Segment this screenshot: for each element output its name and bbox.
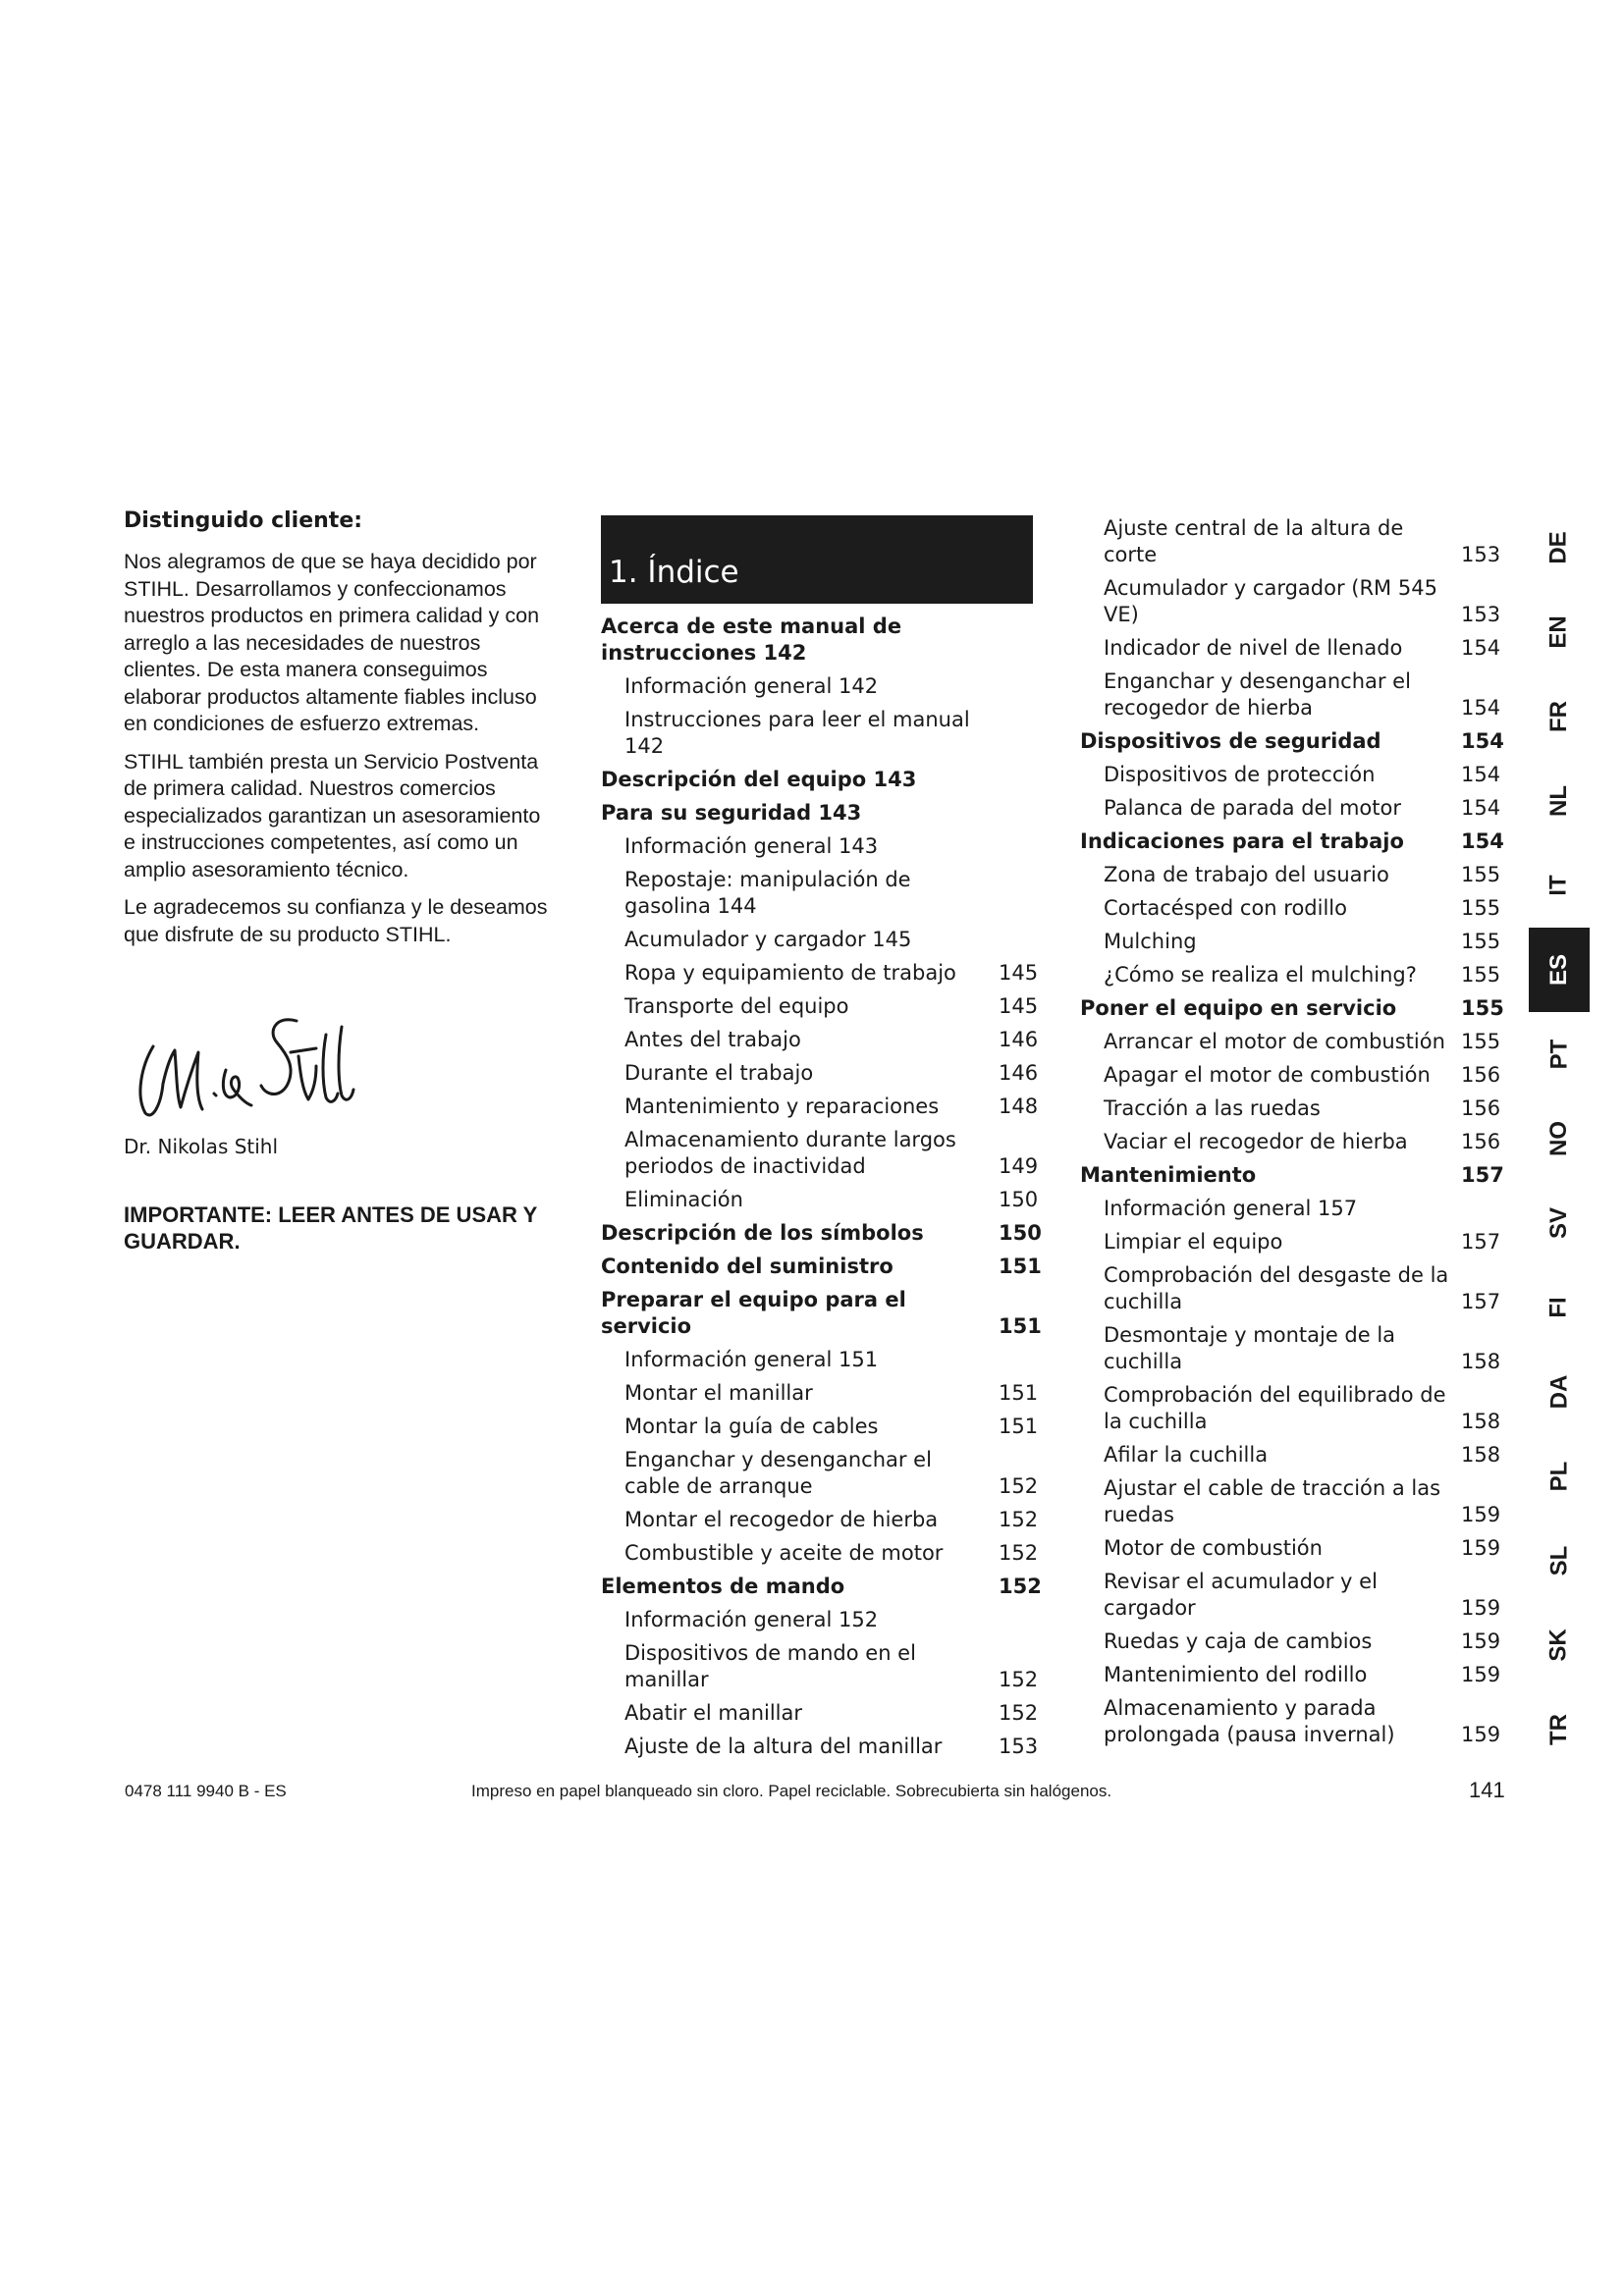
toc-entry-page: 150 bbox=[999, 1188, 1039, 1211]
toc-entry-page: 152 bbox=[999, 1575, 1042, 1598]
toc-entry-page: 149 bbox=[999, 1154, 1039, 1178]
toc-entry-title: Mulching bbox=[1104, 930, 1197, 953]
toc-entry-title: Preparar el equipo para el servicio bbox=[601, 1288, 906, 1338]
toc-entry[interactable] bbox=[601, 1700, 1038, 1727]
language-tab-label: PL bbox=[1544, 1461, 1572, 1492]
toc-entry-page: 155 bbox=[1461, 930, 1501, 953]
toc-entry[interactable] bbox=[601, 993, 1038, 1020]
toc-entry-page: 153 bbox=[1461, 603, 1501, 626]
toc-entry-page: 155 bbox=[1461, 996, 1504, 1020]
toc-entry-page: 155 bbox=[1461, 1030, 1501, 1053]
toc-entry-title: Elementos de mando bbox=[601, 1575, 845, 1598]
toc-entry-title: Información general 143 bbox=[624, 834, 879, 858]
language-tab-nl[interactable] bbox=[1529, 759, 1590, 843]
toc-entry[interactable] bbox=[1080, 1262, 1500, 1315]
toc-entry-title: Ropa y equipamiento de trabajo bbox=[624, 961, 956, 985]
toc-entry-page: 151 bbox=[999, 1255, 1042, 1278]
toc-entry[interactable] bbox=[1080, 1229, 1500, 1255]
language-tab-label: SK bbox=[1545, 1629, 1572, 1662]
toc-entry[interactable] bbox=[1080, 995, 1504, 1022]
toc-entry-title: Acerca de este manual de instrucciones 142 bbox=[601, 614, 902, 665]
language-tab-sl[interactable] bbox=[1529, 1519, 1590, 1603]
language-tab-tr[interactable] bbox=[1529, 1687, 1590, 1772]
important-notice: IMPORTANTE: LEER ANTES DE USAR Y GUARDAR. bbox=[124, 1202, 537, 1254]
toc-entry-page: 158 bbox=[1461, 1410, 1501, 1433]
signature-drawing bbox=[124, 988, 359, 1135]
toc-entry-page: 152 bbox=[999, 1668, 1039, 1691]
toc-entry[interactable] bbox=[1080, 1695, 1500, 1748]
toc-entry[interactable] bbox=[601, 673, 1038, 700]
toc-entry[interactable] bbox=[601, 1734, 1038, 1760]
language-tab-label: NL bbox=[1545, 785, 1572, 817]
toc-entry-page: 146 bbox=[999, 1061, 1039, 1085]
toc-entry[interactable] bbox=[1080, 1662, 1500, 1688]
toc-entry[interactable] bbox=[601, 800, 1038, 827]
language-tab-label: EN bbox=[1545, 615, 1572, 649]
toc-entry-page: 159 bbox=[1461, 1663, 1501, 1686]
toc-entry-title: Indicaciones para el trabajo bbox=[1080, 829, 1404, 853]
toc-entry[interactable] bbox=[601, 767, 1038, 793]
toc-list-1 bbox=[601, 614, 1042, 1760]
toc-entry[interactable] bbox=[1080, 1129, 1500, 1155]
toc-entry-title: Dispositivos de seguridad bbox=[1080, 729, 1381, 753]
toc-entry-title: Comprobación del desgaste de la cuchilla bbox=[1104, 1263, 1449, 1313]
language-tab-de[interactable] bbox=[1529, 506, 1590, 590]
toc-entry-title: Acumulador y cargador 145 bbox=[624, 928, 912, 951]
toc-entry-title: Dispositivos de mando en el manillar bbox=[624, 1641, 916, 1691]
toc-entry-title: Información general 152 bbox=[624, 1608, 879, 1631]
toc-entry-title: Ajuste central de la altura de corte bbox=[1104, 516, 1404, 566]
toc-entry-page: 156 bbox=[1461, 1063, 1501, 1087]
toc-entry[interactable] bbox=[1080, 575, 1500, 628]
toc-entry-page: 154 bbox=[1461, 763, 1501, 786]
toc-entry-title: Tracción a las ruedas bbox=[1104, 1096, 1321, 1120]
language-tab-label: FI bbox=[1544, 1297, 1572, 1318]
toc-entry-page: 145 bbox=[999, 994, 1039, 1018]
letter-column bbox=[124, 508, 556, 1255]
toc-entry-title: Afilar la cuchilla bbox=[1104, 1443, 1269, 1467]
toc-entry-page: 159 bbox=[1461, 1503, 1501, 1526]
language-tab-label: DA bbox=[1544, 1374, 1572, 1410]
toc-entry-title: Comprobación del equilibrado de la cuchilla bbox=[1104, 1383, 1446, 1433]
language-tab-fr[interactable] bbox=[1529, 674, 1590, 759]
toc-entry-title: Eliminación bbox=[624, 1188, 743, 1211]
toc-entry-page: 151 bbox=[999, 1314, 1042, 1338]
toc-entry-page: 155 bbox=[1461, 896, 1501, 920]
toc-entry-page: 152 bbox=[999, 1474, 1039, 1498]
toc-entry-page: 156 bbox=[1461, 1096, 1501, 1120]
toc-entry[interactable] bbox=[601, 1447, 1038, 1500]
toc-entry-title: Información general 157 bbox=[1104, 1197, 1358, 1220]
toc-entry[interactable] bbox=[1080, 828, 1504, 855]
language-tab-label: FR bbox=[1545, 701, 1572, 732]
toc-entry-title: Ajuste de la altura del manillar bbox=[624, 1735, 943, 1758]
greeting: Distinguido cliente: bbox=[124, 508, 363, 533]
letter-paragraph-2: STIHL también presta un Servicio Postventa de primera calidad. Nuestros comercios especializados garantizan un asesoramiento e instrucciones competentes, así como un amplio asesoramiento técnico. bbox=[124, 749, 541, 881]
toc-entry[interactable] bbox=[1080, 1382, 1500, 1435]
toc-entry[interactable] bbox=[601, 1094, 1038, 1120]
toc-entry[interactable] bbox=[601, 1540, 1038, 1567]
toc-entry[interactable] bbox=[601, 867, 1038, 920]
toc-entry-page: 154 bbox=[1461, 729, 1504, 753]
toc-entry[interactable] bbox=[601, 707, 1038, 760]
toc-entry[interactable] bbox=[1080, 762, 1500, 788]
toc-list-2 bbox=[1080, 515, 1504, 1748]
language-tab-label: IT bbox=[1544, 875, 1572, 896]
toc-entry-page: 150 bbox=[999, 1221, 1042, 1245]
toc-entry[interactable] bbox=[1080, 1535, 1500, 1562]
toc-entry-page: 157 bbox=[1461, 1163, 1504, 1187]
toc-entry-title: Información general 151 bbox=[624, 1348, 879, 1371]
language-tab-pt[interactable] bbox=[1529, 1012, 1590, 1096]
toc-entry-title: Durante el trabajo bbox=[624, 1061, 814, 1085]
toc-entry[interactable] bbox=[1080, 1629, 1500, 1655]
toc-entry-title: Arrancar el motor de combustión bbox=[1104, 1030, 1445, 1053]
toc-entry-page: 158 bbox=[1461, 1443, 1501, 1467]
toc-entry[interactable] bbox=[601, 1220, 1042, 1247]
toc-entry-title: Dispositivos de protección bbox=[1104, 763, 1376, 786]
toc-entry-title: Información general 142 bbox=[624, 674, 879, 698]
toc-entry-title: Montar el recogedor de hierba bbox=[624, 1508, 939, 1531]
letter-paragraph-3: Le agradecemos su confianza y le deseamos que disfrute de su producto STIHL. bbox=[124, 895, 548, 946]
language-tabs bbox=[1529, 506, 1590, 1772]
toc-entry-page: 157 bbox=[1461, 1230, 1501, 1254]
toc-entry-page: 153 bbox=[1461, 543, 1501, 566]
toc-column-2 bbox=[1080, 515, 1504, 1755]
toc-entry[interactable] bbox=[1080, 1062, 1500, 1089]
toc-entry-title: Descripción del equipo 143 bbox=[601, 768, 917, 791]
toc-entry-title: Montar el manillar bbox=[624, 1381, 813, 1405]
toc-entry-title: Descripción de los símbolos bbox=[601, 1221, 924, 1245]
toc-entry-page: 148 bbox=[999, 1095, 1039, 1118]
language-tab-en[interactable] bbox=[1529, 590, 1590, 674]
language-tab-label: PT bbox=[1544, 1039, 1572, 1070]
toc-entry-page: 152 bbox=[999, 1701, 1039, 1725]
toc-entry[interactable] bbox=[601, 1574, 1042, 1600]
toc-entry[interactable] bbox=[601, 1187, 1038, 1213]
toc-entry[interactable] bbox=[601, 1507, 1038, 1533]
document-code: 0478 111 9940 B - ES bbox=[125, 1782, 287, 1800]
language-tab-sk[interactable] bbox=[1529, 1603, 1590, 1687]
toc-entry-page: 152 bbox=[999, 1541, 1039, 1565]
toc-column-1 bbox=[601, 515, 1042, 1767]
toc-entry[interactable] bbox=[601, 927, 1038, 953]
toc-entry-title: Mantenimiento bbox=[1080, 1163, 1257, 1187]
handwritten-signature bbox=[124, 988, 556, 1135]
toc-entry[interactable] bbox=[601, 1027, 1038, 1053]
toc-entry[interactable] bbox=[1080, 929, 1500, 955]
toc-entry-page: 154 bbox=[1461, 696, 1501, 720]
language-tab-it[interactable] bbox=[1529, 843, 1590, 928]
toc-entry[interactable] bbox=[601, 833, 1038, 860]
language-tab-label: SL bbox=[1544, 1545, 1572, 1576]
toc-entry-title: Ajustar el cable de tracción a las ruedas bbox=[1104, 1476, 1441, 1526]
toc-entry-title: Mantenimiento y reparaciones bbox=[624, 1095, 940, 1118]
toc-entry[interactable] bbox=[1080, 728, 1504, 755]
toc-entry[interactable] bbox=[601, 1640, 1038, 1693]
language-tab-no[interactable] bbox=[1529, 1096, 1590, 1181]
toc-entry-title: Combustible y aceite de motor bbox=[624, 1541, 944, 1565]
language-tab-da[interactable] bbox=[1529, 1350, 1590, 1434]
toc-entry[interactable] bbox=[1080, 1095, 1500, 1122]
toc-entry[interactable] bbox=[1080, 1475, 1500, 1528]
toc-entry-title: Indicador de nivel de llenado bbox=[1104, 636, 1403, 660]
toc-entry[interactable] bbox=[1080, 1196, 1500, 1222]
toc-entry[interactable] bbox=[1080, 895, 1500, 922]
language-tab-label: NO bbox=[1545, 1121, 1572, 1156]
language-tab-fi[interactable] bbox=[1529, 1265, 1590, 1350]
toc-entry-title: Apagar el motor de combustión bbox=[1104, 1063, 1431, 1087]
toc-entry-title: Desmontaje y montaje de la cuchilla bbox=[1104, 1323, 1396, 1373]
toc-entry-page: 154 bbox=[1461, 796, 1501, 820]
toc-entry-page: 153 bbox=[999, 1735, 1039, 1758]
toc-entry[interactable] bbox=[601, 1414, 1038, 1440]
toc-entry[interactable] bbox=[601, 614, 1038, 667]
toc-entry-title: Zona de trabajo del usuario bbox=[1104, 863, 1389, 886]
toc-entry-title: Almacenamiento durante largos periodos de inactividad bbox=[624, 1128, 956, 1178]
toc-entry[interactable] bbox=[601, 1607, 1038, 1633]
toc-entry[interactable] bbox=[601, 1127, 1038, 1180]
toc-entry-page: 152 bbox=[999, 1508, 1039, 1531]
signer-name: Dr. Nikolas Stihl bbox=[124, 1135, 279, 1158]
toc-entry-title: Mantenimiento del rodillo bbox=[1104, 1663, 1368, 1686]
toc-entry[interactable] bbox=[601, 960, 1038, 987]
toc-entry[interactable] bbox=[1080, 668, 1500, 721]
toc-entry-page: 159 bbox=[1461, 1536, 1501, 1560]
toc-entry[interactable] bbox=[1080, 1569, 1500, 1622]
toc-entry-page: 146 bbox=[999, 1028, 1039, 1051]
toc-entry-title: Enganchar y desenganchar el recogedor de hierba bbox=[1104, 669, 1411, 720]
toc-entry-page: 159 bbox=[1461, 1596, 1501, 1620]
toc-entry-title: Instrucciones para leer el manual 142 bbox=[624, 708, 970, 758]
toc-entry-title: Repostaje: manipulación de gasolina 144 bbox=[624, 868, 911, 918]
toc-entry[interactable] bbox=[1080, 1322, 1500, 1375]
toc-entry-page: 151 bbox=[999, 1415, 1039, 1438]
toc-entry-title: Enganchar y desenganchar el cable de arranque bbox=[624, 1448, 932, 1498]
toc-entry-title: Cortacésped con rodillo bbox=[1104, 896, 1347, 920]
toc-entry[interactable] bbox=[601, 1380, 1038, 1407]
language-tab-pl[interactable] bbox=[1529, 1434, 1590, 1519]
toc-entry-page: 159 bbox=[1461, 1723, 1501, 1746]
toc-entry-page: 155 bbox=[1461, 963, 1501, 987]
toc-entry[interactable] bbox=[601, 1347, 1038, 1373]
toc-title: 1. Índice bbox=[601, 515, 1033, 604]
toc-entry[interactable] bbox=[1080, 515, 1500, 568]
toc-entry-title: Para su seguridad 143 bbox=[601, 801, 862, 825]
language-tab-label: SV bbox=[1544, 1206, 1572, 1240]
language-tab-sv[interactable] bbox=[1529, 1181, 1590, 1265]
page-number: 141 bbox=[1469, 1778, 1505, 1802]
toc-entry-title: Abatir el manillar bbox=[624, 1701, 803, 1725]
toc-entry[interactable] bbox=[1080, 1029, 1500, 1055]
toc-entry[interactable] bbox=[601, 1287, 1042, 1340]
toc-entry-page: 157 bbox=[1461, 1290, 1501, 1313]
toc-entry-title: Limpiar el equipo bbox=[1104, 1230, 1283, 1254]
letter-paragraph-1: Nos alegramos de que se haya decidido por STIHL. Desarrollamos y confeccionamos nuestros productos en primera calidad y con arreglo a las necesidades de nuestros clientes. De esta manera conseguimos elaborar productos altamente fiables incluso en condiciones de esfuerzo extremas. bbox=[124, 550, 540, 735]
toc-entry-page: 158 bbox=[1461, 1350, 1501, 1373]
toc-entry-title: Contenido del suministro bbox=[601, 1255, 893, 1278]
toc-entry-title: Palanca de parada del motor bbox=[1104, 796, 1401, 820]
toc-entry-page: 145 bbox=[999, 961, 1039, 985]
toc-entry-page: 151 bbox=[999, 1381, 1039, 1405]
toc-entry-title: Transporte del equipo bbox=[624, 994, 849, 1018]
toc-entry-title: Poner el equipo en servicio bbox=[1080, 996, 1397, 1020]
toc-entry[interactable] bbox=[1080, 862, 1500, 888]
toc-entry[interactable] bbox=[601, 1060, 1038, 1087]
toc-entry[interactable] bbox=[601, 1254, 1042, 1280]
paper-note: Impreso en papel blanqueado sin cloro. Papel reciclable. Sobrecubierta sin halógenos. bbox=[471, 1782, 1112, 1800]
language-tab-label: ES bbox=[1544, 953, 1572, 987]
language-tab-label: TR bbox=[1545, 1714, 1572, 1745]
toc-entry-title: Vaciar el recogedor de hierba bbox=[1104, 1130, 1408, 1153]
language-tab-es[interactable] bbox=[1529, 928, 1590, 1012]
toc-entry-title: Almacenamiento y parada prolongada (pausa invernal) bbox=[1104, 1696, 1395, 1746]
toc-entry-title: Ruedas y caja de cambios bbox=[1104, 1629, 1373, 1653]
toc-entry-title: Acumulador y cargador (RM 545 VE) bbox=[1104, 576, 1437, 626]
toc-entry-title: Motor de combustión bbox=[1104, 1536, 1323, 1560]
toc-entry[interactable] bbox=[1080, 962, 1500, 988]
toc-entry-page: 159 bbox=[1461, 1629, 1501, 1653]
toc-entry[interactable] bbox=[1080, 795, 1500, 822]
toc-entry-page: 155 bbox=[1461, 863, 1501, 886]
toc-entry-page: 154 bbox=[1461, 829, 1504, 853]
language-tab-label: DE bbox=[1545, 531, 1572, 564]
toc-entry-page: 154 bbox=[1461, 636, 1501, 660]
toc-entry-title: ¿Cómo se realiza el mulching? bbox=[1104, 963, 1417, 987]
toc-entry[interactable] bbox=[1080, 1442, 1500, 1468]
toc-entry[interactable] bbox=[1080, 635, 1500, 662]
toc-entry-title: Antes del trabajo bbox=[624, 1028, 801, 1051]
toc-entry-title: Revisar el acumulador y el cargador bbox=[1104, 1570, 1378, 1620]
toc-entry-page: 156 bbox=[1461, 1130, 1501, 1153]
toc-entry-title: Montar la guía de cables bbox=[624, 1415, 879, 1438]
toc-entry[interactable] bbox=[1080, 1162, 1504, 1189]
